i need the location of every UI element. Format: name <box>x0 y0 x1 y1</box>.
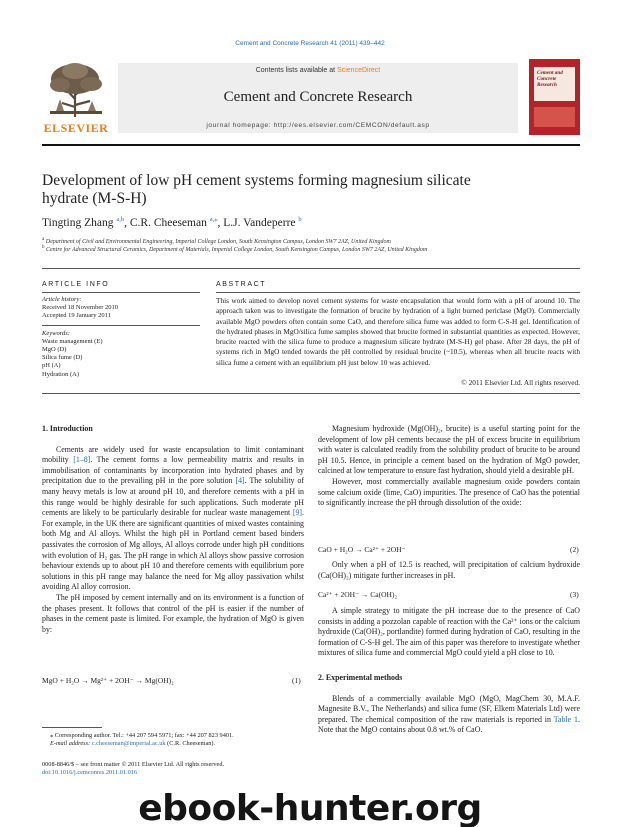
publication-footer <box>42 761 342 777</box>
title-line-1: Development of low pH cement systems forming magnesium silicate <box>42 172 471 189</box>
title-line-2: hydrate (M-S-H) <box>42 190 147 207</box>
keyword: Waste management (E) <box>42 337 103 345</box>
left-column <box>42 424 304 635</box>
footnote-rule <box>42 727 102 728</box>
abstract-label: ABSTRACT <box>216 281 267 288</box>
article-info-label: ARTICLE INFO <box>42 281 110 288</box>
keyword: Hydration (A) <box>42 370 80 378</box>
keyword: pH (A) <box>42 362 61 370</box>
contents-prefix: Contents lists available at <box>255 67 338 74</box>
author-list <box>42 215 562 229</box>
keyword: Silica fume (D) <box>42 354 83 362</box>
issn-line: 0008-8846/$ – see front matter © 2011 Elsevier Ltd. All rights reserved. <box>42 761 225 768</box>
text-run: . The solubility of many heavy metals is low at around pH 10, and therefore cements with a pH in this range would be highly desirable for such applications. Such moderate pH cements are likely to be particularly desirable for nuclear waste management <box>42 476 305 518</box>
equation-2-number: (2) <box>570 545 579 554</box>
abstract-end-rule <box>42 393 580 394</box>
body-paragraph: Magnesium hydroxide (Mg(OH)₂, brucite) is a useful starting point for the development of low pH cements because the pH of excess brucite in equilibrium with water is calculated readily from the solubility product of brucite to be around pH 10.5. Hence, in principle a cement based on the hydration of MgO powder, calcined at low temperature to ensure fast hydration, should yield a desirable pH. <box>318 424 580 476</box>
journal-cover-image <box>529 59 580 135</box>
equation-3: Ca²⁺ + 2OH⁻ → Ca(OH)₂ <box>318 590 398 599</box>
right-column <box>318 424 580 509</box>
cover-title: Cement and Concrete Research <box>534 67 575 101</box>
author-name[interactable]: , C.R. Cheeseman <box>124 216 210 229</box>
info-divider <box>42 325 200 326</box>
experimental-heading: 2. Experimental methods <box>318 672 403 682</box>
equation-2: CaO + H₂O → Ca²⁺ + 2OH⁻ <box>318 545 406 554</box>
accepted-date: Accepted 19 January 2011 <box>42 312 111 320</box>
body-paragraph <box>318 694 580 736</box>
affiliation <box>42 245 582 253</box>
header-rule <box>42 144 580 146</box>
journal-header <box>42 57 580 137</box>
elsevier-logo <box>42 59 110 135</box>
body-paragraph: However, most commercially available magnesium oxide powders contain some calcium oxide (lime, CaO) impurities. The presence of CaO has the potential to significantly increase the pH through dissolution of the oxide: <box>318 476 580 508</box>
cover-graphic <box>534 107 575 127</box>
keyword: MgO (D) <box>42 346 67 354</box>
author-name[interactable]: , L.J. Vandeperre <box>217 216 299 229</box>
author-affiliation-mark[interactable]: a,b <box>116 216 125 223</box>
section-rule <box>42 268 580 269</box>
body-paragraph: A simple strategy to mitigate the pH increase due to the presence of CaO consists in adding a pozzolan capable of reaction with the Ca²⁺ ions or the calcium hydroxide (Ca(OH)₂, portlandite) formed during hydration of CaO, resulting in the formation of C-S-H gel. The aim of this paper was therefore to investigate whether mixtures of silica fume and commercial MgO could yield a pH close to 10. <box>318 606 580 658</box>
doi-link[interactable]: doi:10.1016/j.cemconres.2011.01.016 <box>42 769 138 776</box>
corresponding-author: ⁎ Corresponding author. Tel.: +44 207 594 5971; fax: +44 207 823 9401. <box>50 732 234 739</box>
received-date: Received 18 November 2010 <box>42 304 118 312</box>
text-run: . The cement forms a low permeability matrix and results in immobilisation of contaminants by incorporation into hydrated phases and by precipitation due to the prevailing pH in the pore solution <box>42 455 305 486</box>
journal-name: Cement and Concrete Research <box>223 89 413 105</box>
body-paragraph: Only when a pH of 12.5 is reached, will precipitation of calcium hydroxide (Ca(OH)₂) mitigate further increases in pH. <box>318 560 580 580</box>
affiliation-text: Centre for Advanced Structural Ceramics, Department of Materials, Imperial College London, South Kensington Campus, London SW7 2AZ, United Kingdom <box>44 247 428 253</box>
equation-1: MgO + H₂O → Mg²⁺ + 2OH⁻ → Mg(OH)₂ <box>42 676 174 685</box>
text-run: Cements are widely used for waste encapsulation to limit contaminant mobility <box>42 444 304 465</box>
info-rule <box>42 292 200 293</box>
article-info <box>42 296 200 379</box>
journal-citation[interactable]: Cement and Concrete Research 41 (2011) 439–442 <box>235 40 385 47</box>
corresponding-footnote <box>42 732 304 748</box>
citation-link[interactable]: [4] <box>235 476 245 486</box>
author-affiliation-mark[interactable]: b <box>298 216 302 223</box>
citation-link[interactable]: [9] <box>292 508 303 518</box>
email-line <box>50 740 304 748</box>
sciencedirect-link[interactable]: ScienceDirect <box>337 67 381 74</box>
right-column-continued <box>318 560 580 581</box>
affiliation-text: Department of Civil and Environmental Engineering, Imperial College London, South Kensington Campus, London SW7 2AZ, United Kingdom <box>44 239 391 245</box>
text-run: . For example, in the UK there are significant quantities of mixed wastes containing both Mg and Al alloys. Whilst the high pH in Portland cement based binders passivates the corrosion of Mg alloys, Al alloys corrode under high pH conditions with evolution of H₂ gas. The pH range in which Al alloys show passive corrosion behaviour extends up to about pH 10 and therefore cements with equilibrium pore solutions in this pH range may balance the need for Mg alloy passivation whilst avoiding Al alloy corrosion. <box>42 508 304 592</box>
elsevier-wordmark: ELSEVIER <box>43 121 109 135</box>
intro-paragraph-2: The pH imposed by cement internally and on its environment is a function of the phases present. It follows that control of the pH is easier if the number of phases in the cement paste is limited. For example, the hydration of MgO is given by: <box>42 592 304 634</box>
text-run: . Note that the MgO contains about 0.8 wt.% of CaO. <box>318 714 580 735</box>
journal-homepage[interactable]: journal homepage: http://ees.elsevier.com/CEMCON/default.asp <box>206 122 430 129</box>
article-title <box>42 172 542 208</box>
intro-heading: 1. Introduction <box>42 424 93 433</box>
right-column-lower <box>318 606 580 736</box>
affiliation <box>42 237 582 245</box>
history-label: Article history: <box>42 296 82 303</box>
abstract-copyright: © 2011 Elsevier Ltd. All rights reserved. <box>461 378 580 387</box>
citation-link[interactable]: [1–8] <box>73 455 91 465</box>
email-label: E-mail address: <box>50 740 92 747</box>
abstract-text: This work aimed to develop novel cement systems for waste encapsulation that would form with a pH of around 10. The approach taken was to investigate the formation of brucite by hydration of a light burned periclase (MgO). Commercially available MgO powders often contain some CaO, and therefore silica fume was added to form C-S-H gel. Identification of the hydrated phases in MgO/silica fume samples showed that brucite formed in substantial quantities as expected. However, brucite reacted with the silica fume to produce a magnesium silicate hydrate (M-S-H) gel phase. After 28 days, the pH of systems rich in MgO tended towards the pH controlled by residual brucite (~10.5), whereas when all brucite reacts with silica fume a cement with an equilibrium pH just below 10 was achieved. <box>216 296 580 367</box>
text-run: Blends of a commercially available MgO (MgO, MagChem 30, M.A.F. Magnesite B.V., The Netherlands) and silica fume (SF, Elkem Materials Ltd) were prepared. The chemical composition of the raw materials is reported in <box>318 693 580 724</box>
email-suffix: (C.R. Cheeseman). <box>165 740 216 747</box>
author-affiliation-mark[interactable]: a,⁎ <box>209 216 218 223</box>
table-link[interactable]: Table 1 <box>553 714 578 724</box>
journal-banner <box>118 63 518 133</box>
keywords-label: Keywords: <box>42 329 70 337</box>
equation-1-number: (1) <box>292 676 301 685</box>
contents-line <box>118 67 518 74</box>
email-link[interactable]: c.cheeseman@imperial.ac.uk <box>91 740 166 747</box>
affiliation-mark: b <box>42 245 45 250</box>
abstract-rule <box>216 292 580 293</box>
watermark-text: ebook-hunter.org <box>138 788 482 827</box>
equation-3-number: (3) <box>570 590 579 599</box>
intro-paragraph-1 <box>42 445 304 593</box>
affiliation-mark: a <box>42 237 45 242</box>
author-name[interactable]: Tingting Zhang <box>42 216 117 229</box>
